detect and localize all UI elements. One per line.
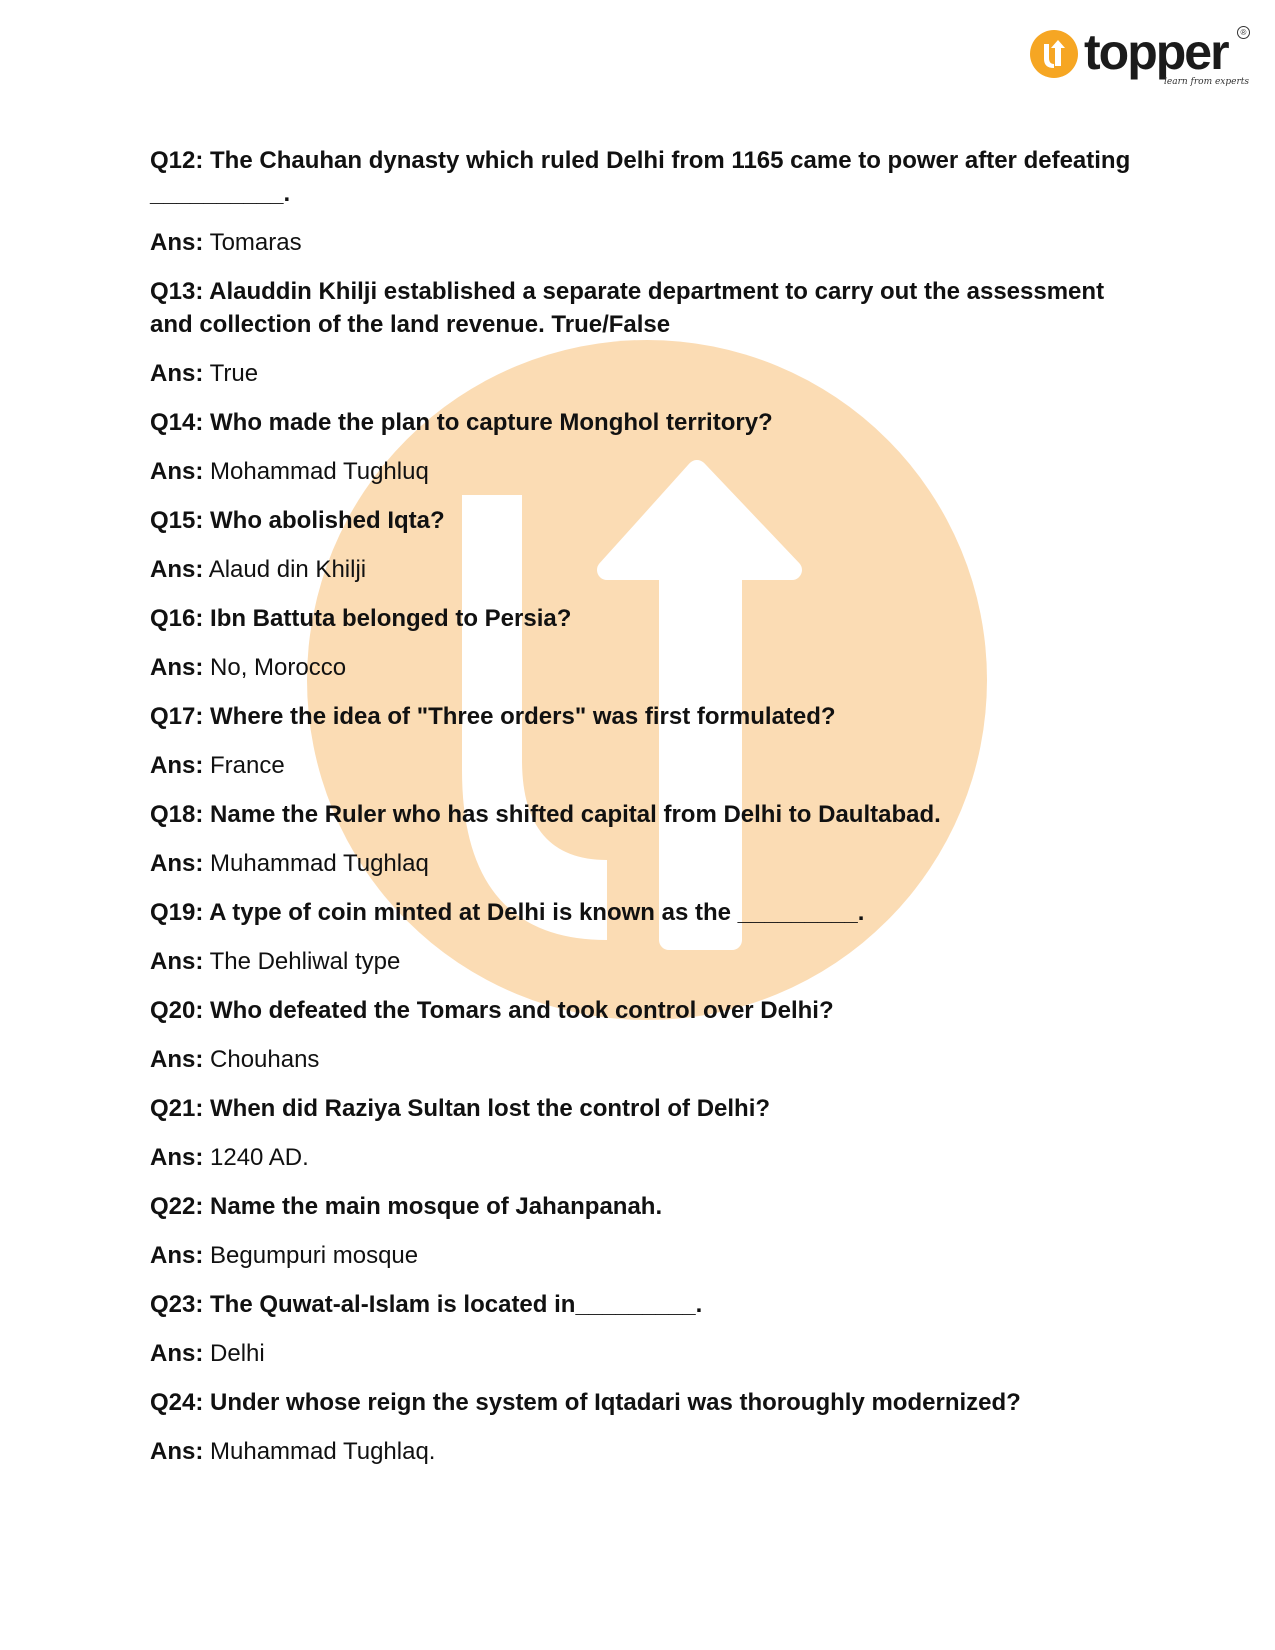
answer [150, 651, 1140, 684]
question: Q24: Under whose reign the system of Iqtadari was thoroughly modernized? [150, 1389, 1021, 1416]
answer-text: Mohammad Tughluq [210, 458, 429, 485]
answer-text: No, Morocco [210, 654, 347, 681]
question: Q14: Who made the plan to capture Monghol territory? [150, 409, 773, 436]
answer [150, 1239, 1140, 1272]
answer-label: Ans: [150, 1144, 204, 1171]
answer-text: Muhammad Tughlaq. [210, 1438, 436, 1465]
answer [150, 357, 1140, 390]
answer-text: 1240 AD. [210, 1144, 309, 1171]
answer-text: Tomaras [209, 229, 302, 256]
question: Q13: Alauddin Khilji established a separate department to carry out the assessment and collection of the land revenue. True/False [150, 278, 1105, 338]
answer-label: Ans: [150, 229, 204, 256]
question: Q23: The Quwat-al-Islam is located in_________. [150, 1291, 703, 1318]
question: Q12: The Chauhan dynasty which ruled Delhi from 1165 came to power after defeating __________. [150, 147, 1131, 207]
answer [150, 847, 1140, 880]
question: Q20: Who defeated the Tomars and took control over Delhi? [150, 997, 834, 1024]
registered-mark: ® [1237, 26, 1250, 39]
logo-mark-icon [1030, 30, 1078, 78]
question: Q18: Name the Ruler who has shifted capital from Delhi to Daultabad. [150, 801, 941, 828]
answer [150, 226, 1140, 259]
answer-label: Ans: [150, 752, 204, 779]
answer-label: Ans: [150, 850, 204, 877]
answer-label: Ans: [150, 654, 204, 681]
question: Q22: Name the main mosque of Jahanpanah. [150, 1193, 663, 1220]
answer-label: Ans: [150, 1242, 204, 1269]
answer-label: Ans: [150, 1438, 204, 1465]
qa-list [150, 144, 1140, 1484]
answer [150, 749, 1140, 782]
answer [150, 1141, 1140, 1174]
answer [150, 1043, 1140, 1076]
question: Q19: A type of coin minted at Delhi is known as the _________. [150, 899, 865, 926]
question: Q16: Ibn Battuta belonged to Persia? [150, 605, 572, 632]
answer [150, 1435, 1140, 1468]
logo-tagline: learn from experts [1164, 77, 1250, 87]
topper-logo [1030, 22, 1250, 92]
answer-text: True [209, 360, 259, 387]
question: Q21: When did Raziya Sultan lost the control of Delhi? [150, 1095, 771, 1122]
answer [150, 455, 1140, 488]
answer-label: Ans: [150, 556, 204, 583]
answer-label: Ans: [150, 948, 204, 975]
logo-wordmark: topper [1084, 24, 1228, 80]
answer-label: Ans: [150, 360, 204, 387]
answer-text: Alaud din Khilji [208, 556, 367, 583]
answer [150, 945, 1140, 978]
question: Q15: Who abolished Iqta? [150, 507, 445, 534]
answer-text: The Dehliwal type [209, 948, 401, 975]
answer-text: France [210, 752, 285, 779]
answer-label: Ans: [150, 1046, 204, 1073]
question: Q17: Where the idea of "Three orders" was first formulated? [150, 703, 836, 730]
answer-text: Begumpuri mosque [210, 1242, 419, 1269]
answer-label: Ans: [150, 1340, 204, 1367]
answer [150, 553, 1140, 586]
answer-label: Ans: [150, 458, 204, 485]
answer [150, 1337, 1140, 1370]
answer-text: Muhammad Tughlaq [210, 850, 429, 877]
answer-text: Chouhans [210, 1046, 320, 1073]
answer-text: Delhi [210, 1340, 265, 1367]
